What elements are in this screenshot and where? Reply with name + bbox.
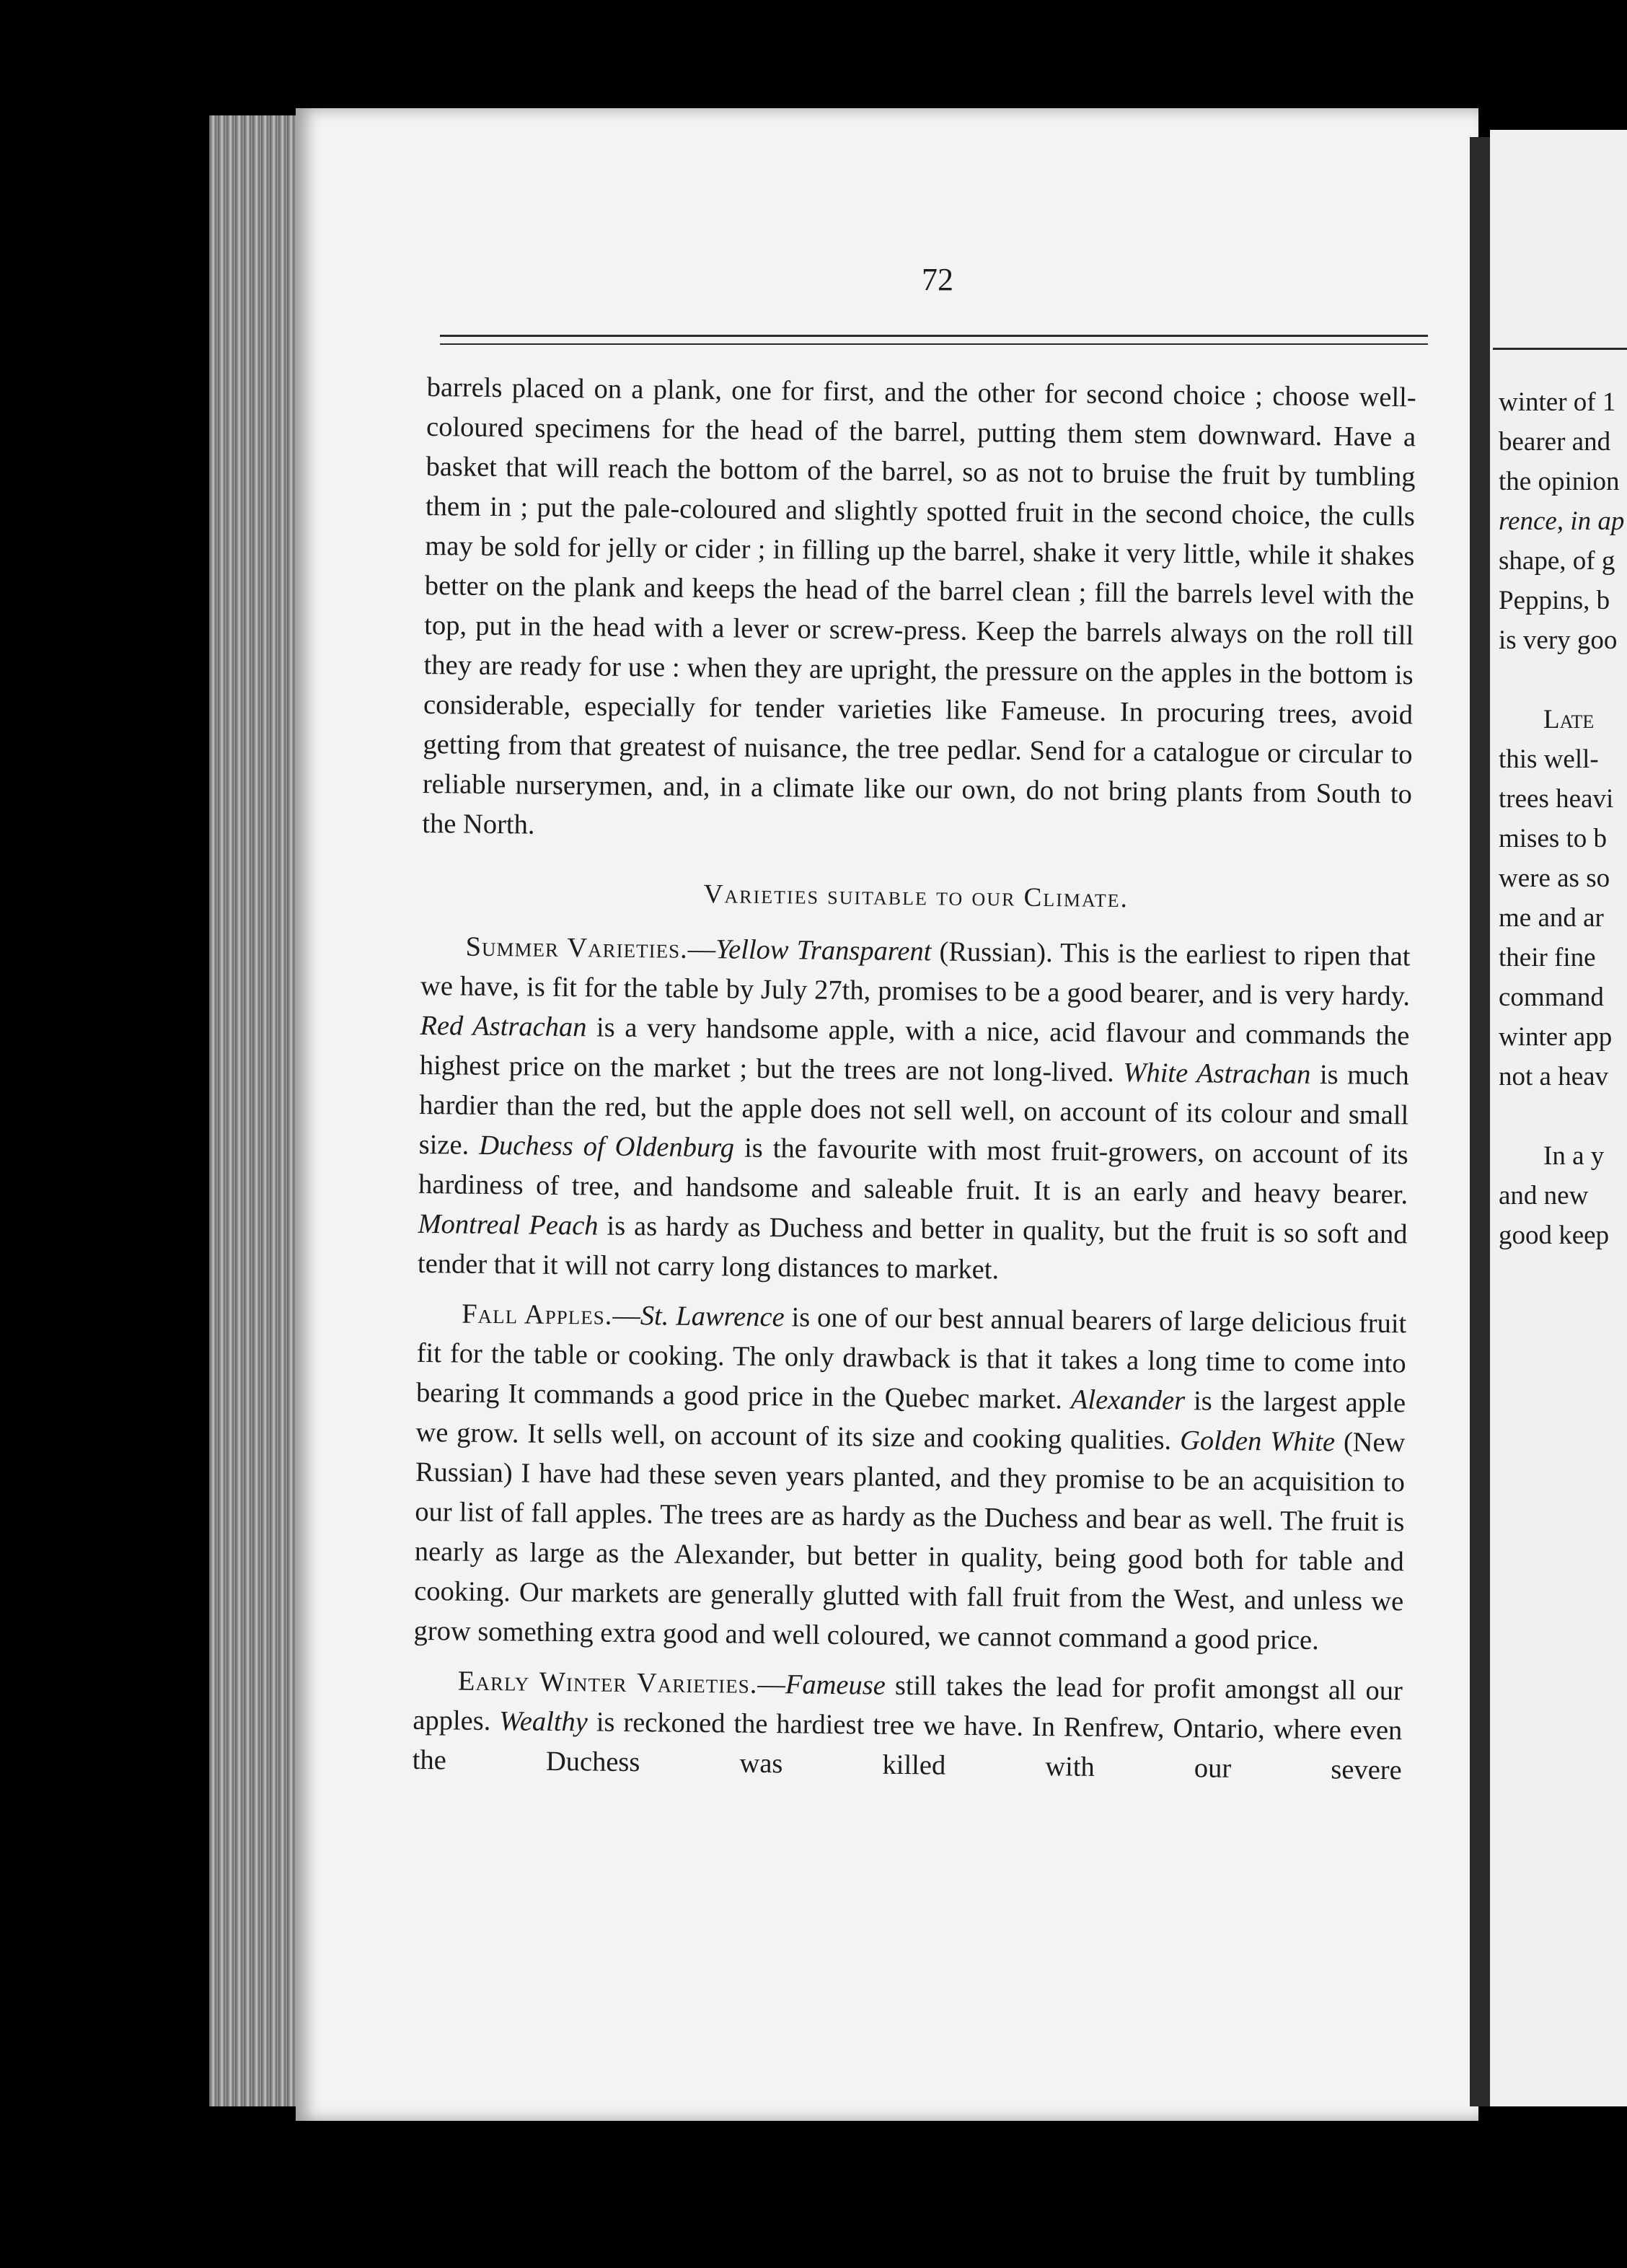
text-run: is the favourite with most fruit-growers, on account of its hardiness of tree, and handsome and saleable fruit. It is an early and heavy bearer.	[418, 1133, 1408, 1210]
facing-text-line: Peppins, b	[1499, 586, 1610, 615]
text-run: (Russian). This is the earliest to ripen that we have, is fit for the table by July 27th, promises to be a good bearer, and is very hardy.	[420, 936, 1411, 1012]
text-run: (New Russian) I have had these seven years planted, and they promise to be an acquisition to our list of fall apples. The trees are as hardy as the Duchess and bear as well. The fruit is nearly as large as the Alexander, but better in quality, being good both for table and cooking. Our markets are generally glutted with fall fruit from the West, and unless we grow something extra good and well coloured, we cannot command a good price.	[413, 1427, 1406, 1656]
facing-text-line: this well-	[1499, 744, 1599, 774]
page-number: 72	[922, 262, 953, 297]
dash: —	[687, 933, 716, 965]
text-run: is much hardier than the red, but the apple does not sell well, on account of its colour and small size.	[418, 1059, 1410, 1161]
facing-text-line: command	[1499, 983, 1604, 1012]
facing-text-line: the opinion	[1499, 467, 1620, 496]
variety-name: Wealthy	[499, 1706, 588, 1738]
early-winter-paragraph	[412, 1661, 1403, 1790]
facing-header-rule	[1493, 348, 1627, 350]
facing-text-line: winter app	[1499, 1022, 1613, 1052]
variety-name: Yellow Transparent	[715, 934, 932, 967]
section-heading: Varieties suitable to our Climate.	[703, 879, 1129, 914]
text-line: and slightly spotted fruit in the second choice, the culls may be sold for	[425, 495, 1416, 563]
text-line: jelly or cider ; in filling up the barrel, shake it very little, while it shakes	[607, 532, 1415, 572]
facing-text-line: me and ar	[1499, 903, 1604, 933]
summer-heading: Summer Varieties.	[465, 931, 689, 964]
text-run: is as hardy as Duchess and better in quality, but the fruit is so soft and tender that it will not carry long distances to market.	[417, 1210, 1408, 1285]
facing-text-line: rence, in ap	[1499, 506, 1625, 536]
text-line: level with the top, put in the head with a lever or screw-press. Keep the	[424, 579, 1414, 648]
dash: —	[612, 1300, 641, 1332]
summer-varieties-paragraph	[418, 927, 1411, 1294]
facing-text-line: trees heavi	[1499, 784, 1614, 814]
facing-text-line: bearer and	[1499, 427, 1611, 457]
text-run: is one of our best annual bearers of large delicious fruit fit for the table or cooking. The only drawback is that it takes a long time to come into bearing It commands a good price in the Quebec market.	[415, 1302, 1407, 1415]
book-gutter	[1470, 137, 1490, 2106]
facing-text-line: and new	[1499, 1181, 1589, 1210]
facing-text-line: their fine	[1499, 943, 1596, 972]
text-line: so as not to bruise the fruit by tumbling them in ; put the pale-coloured	[425, 457, 1416, 526]
dash: —	[757, 1669, 786, 1700]
text-line: from South to the North.	[422, 778, 1413, 840]
text-line: barrels always on the roll till they are ready for use : when they are upright,	[423, 617, 1414, 686]
facing-text-line: In a y	[1543, 1141, 1605, 1171]
facing-text-line	[1499, 660, 1627, 700]
variety-name: White Astrachan	[1123, 1058, 1311, 1090]
variety-name: Alexander	[1070, 1384, 1186, 1417]
text-run: is the largest apple we grow. It sells well, on account of its size and cooking qualities.	[415, 1386, 1406, 1456]
facing-page-text	[1499, 382, 1627, 1255]
intro-paragraph	[422, 368, 1416, 854]
fall-apples-paragraph	[413, 1294, 1406, 1661]
facing-text-line: good keep	[1499, 1221, 1610, 1250]
variety-name: Red Astrachan	[420, 1010, 587, 1043]
facing-text-line	[1499, 1096, 1627, 1136]
text-line: greatest of nuisance, the tree pedlar. Send for a catalogue or circular to	[619, 731, 1413, 770]
facing-text-line: is very goo	[1499, 625, 1618, 655]
facing-text-line: shape, of g	[1499, 546, 1615, 576]
text-line: the pressure on the apples in the bottom is considerable, especially for	[423, 655, 1414, 724]
variety-name: Fameuse	[785, 1669, 886, 1701]
facing-text-line: mises to b	[1499, 824, 1608, 853]
facing-text-line: Late	[1543, 705, 1595, 734]
facing-text-line: winter of 1	[1499, 387, 1616, 417]
body-text	[412, 368, 1416, 1790]
text-run: is a very handsome apple, with a nice, acid flavour and commands the highest price on the market ; but the trees are not long-lived.	[419, 1012, 1410, 1089]
variety-name: St. Lawrence	[640, 1301, 785, 1333]
early-winter-heading: Early Winter Varieties.	[457, 1666, 758, 1700]
text-line: barrels placed on a plank, one for first, and the other for second choice ;	[426, 372, 1273, 412]
variety-name: Duchess of Oldenburg	[479, 1130, 735, 1164]
text-run: still takes the lead for profit amongst all our apples.	[413, 1670, 1403, 1737]
text-line: choose well-coloured specimens for the head of the barrel, putting them	[426, 381, 1416, 450]
text-line: tender varieties like Fameuse. In procuring trees, avoid getting from that	[423, 693, 1414, 762]
variety-name: Montreal Peach	[418, 1208, 599, 1241]
text-run: is reckoned the hardiest tree we have. In Renfrew, Ontario, where even the Duchess was killed with our severe	[412, 1707, 1403, 1786]
text-line: stem downward. Have a basket that will reach the bottom of the barrel,	[426, 419, 1416, 488]
text-line: reliable nurserymen, and, in a climate like our own, do not bring plants	[422, 768, 1253, 809]
facing-text-line: not a heav	[1499, 1062, 1609, 1091]
fall-heading: Fall Apples.	[462, 1298, 613, 1331]
text-line: better on the plank and keeps the head of the barrel clean ; fill the barrels	[424, 570, 1261, 610]
header-rule	[440, 335, 1428, 337]
header-rule-thin	[440, 343, 1428, 345]
variety-name: Golden White	[1179, 1425, 1336, 1458]
facing-text-line: were as so	[1499, 863, 1610, 893]
